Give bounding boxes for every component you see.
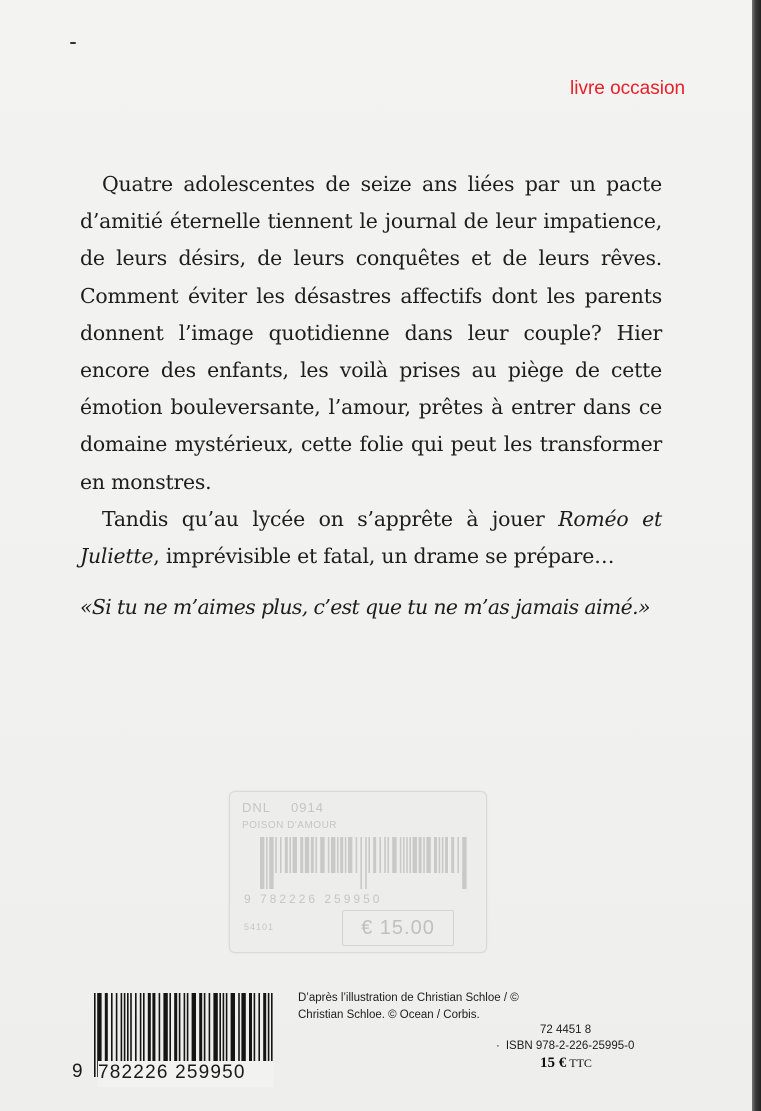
- barcode-bar: [121, 993, 123, 1061]
- barcode-bar: [226, 993, 228, 1061]
- barcode-bar: [209, 993, 211, 1061]
- illustration-credits: D’après l’illustration de Christian Schloe / © Christian Schloe. © Ocean / Corbis.: [298, 992, 519, 1021]
- sticker-code: [242, 800, 324, 815]
- barcode-bar: [345, 837, 347, 873]
- blurb-paragraph-2-end: , imprévisible et fatal, un drame se prépare…: [153, 544, 615, 569]
- barcode-bar: [285, 837, 288, 873]
- barcode-bar: [174, 993, 177, 1061]
- barcode-bar: [445, 837, 448, 873]
- barcode-bar: [143, 993, 145, 1061]
- barcode-bar: [199, 993, 202, 1061]
- sticker-title: POISON D'AMOUR: [242, 820, 338, 831]
- barcode-bar: [426, 837, 430, 873]
- barcode-bar: [130, 993, 132, 1061]
- barcode-bar: [213, 993, 217, 1061]
- livre-occasion-stamp: livre occasion: [570, 78, 686, 99]
- product-number: 72 4451 8: [540, 1024, 592, 1036]
- barcode-bar: [442, 837, 444, 873]
- barcode-bar: [462, 837, 466, 889]
- barcode-bar: [204, 993, 206, 1061]
- barcode-bar: [280, 837, 282, 873]
- barcode-bar: [403, 837, 405, 873]
- price-amount: 15 €: [540, 1055, 567, 1071]
- barcode-bar: [400, 837, 402, 873]
- barcode-bar: [241, 993, 245, 1061]
- barcode-bar: [311, 837, 314, 873]
- barcode-bar: [457, 837, 459, 873]
- barcode-bar: [348, 837, 352, 873]
- barcode-bar: [409, 837, 411, 873]
- barcode-bar: [328, 837, 330, 873]
- barcode-bar: [254, 993, 256, 1061]
- blurb-text: [80, 166, 662, 626]
- scan-background-edge: [752, 0, 761, 1111]
- barcode-bar: [116, 993, 118, 1061]
- barcode-digits: 782226 259950: [98, 1061, 274, 1087]
- barcode-bar: [387, 837, 389, 873]
- barcode-bar: [392, 837, 396, 873]
- barcode-bar: [263, 993, 266, 1061]
- isbn-barcode: [72, 993, 282, 1089]
- barcode-bar: [423, 837, 425, 873]
- barcode-bar: [275, 837, 277, 873]
- barcode-bar: [238, 993, 240, 1061]
- sticker-ref: 54101: [244, 922, 275, 932]
- blurb-paragraph-2: [80, 501, 662, 575]
- barcode-bar: [293, 837, 297, 873]
- barcode-bar: [140, 993, 142, 1061]
- barcode-bar: [127, 993, 129, 1061]
- isbn-number: · ISBN 978-2-226-25995-0: [496, 1038, 634, 1055]
- barcode-bar: [152, 993, 155, 1061]
- barcode-bar: [315, 837, 317, 873]
- barcode-bar: [340, 837, 343, 873]
- blurb-paragraph-2-start: Tandis qu’au lycée on s’apprête à jouer: [102, 506, 559, 531]
- barcode-bar: [419, 837, 422, 873]
- sticker-barcode: [258, 837, 468, 889]
- barcode-bar: [434, 837, 437, 873]
- barcode-bar: [439, 837, 441, 873]
- barcode-bar: [223, 993, 225, 1061]
- price-suffix: TTC: [569, 1056, 592, 1070]
- barcode-bar: [373, 837, 376, 873]
- barcode-bar: [406, 837, 408, 873]
- barcode-bar: [300, 837, 303, 873]
- barcode-bar: [163, 993, 167, 1061]
- barcode-bar: [249, 993, 252, 1061]
- barcode-bar: [266, 837, 268, 889]
- barcode-bar: [269, 837, 273, 889]
- barcode-bar: [148, 993, 151, 1061]
- barcode-bar: [365, 837, 367, 889]
- barcode-bar: [337, 837, 339, 873]
- barcode-bar: [159, 993, 161, 1061]
- barcode-bar: [124, 993, 126, 1061]
- barcode-bar: [331, 837, 335, 873]
- price-sticker: [229, 791, 487, 953]
- barcode-bar: [451, 837, 454, 873]
- barcode-bar: [179, 993, 181, 1061]
- sticker-code-label: DNL: [242, 800, 272, 815]
- print-speck: [70, 42, 76, 44]
- barcode-bar: [289, 837, 291, 873]
- cover-price: [540, 1055, 592, 1072]
- barcode-bar: [413, 837, 417, 873]
- barcode-bar: [320, 837, 324, 873]
- barcode-bar: [260, 837, 264, 889]
- barcode-bar: [305, 837, 309, 873]
- barcode-bar: [135, 993, 137, 1061]
- play-title: Roméo et Juliette: [80, 506, 662, 569]
- barcode-first-digit: 9: [72, 1061, 83, 1082]
- blurb-quote: «Si tu ne m’aimes plus, c’est que tu ne m’as jamais aimé.»: [80, 595, 650, 620]
- barcode-bar: [258, 993, 260, 1061]
- barcode-bar: [219, 993, 221, 1061]
- barcode-bar: [356, 837, 358, 873]
- sticker-digits: 9 782226 259950: [244, 892, 383, 906]
- sticker-code-number: 0914: [291, 800, 324, 815]
- blurb-paragraph-1: Quatre adolescentes de seize ans liées par un pacte d’amitié éternelle tiennent le journal de leur impatience, de leurs désirs, de leurs conquêtes et de leurs rêves. Comment éviter les désastres affectifs dont les parents donnent l’image quotidienne dans leur couple? Hier encore des enfants, les voilà prises au piège de cette émotion bouleversante, l’amour, prêtes à entrer dans ce domaine mystérieux, cette folie qui peut les transformer en monstres.: [80, 172, 662, 494]
- barcode-bar: [231, 993, 235, 1061]
- barcode-bar: [192, 993, 196, 1061]
- barcode-bar: [360, 837, 362, 889]
- barcode-bar: [384, 837, 386, 873]
- sticker-price: € 15.00: [342, 910, 454, 946]
- barcode-bar: [169, 993, 171, 1061]
- barcode-bar: [111, 993, 113, 1061]
- barcode-bar: [368, 837, 370, 873]
- barcode-bar: [379, 837, 381, 873]
- barcode-bar: [94, 993, 96, 1077]
